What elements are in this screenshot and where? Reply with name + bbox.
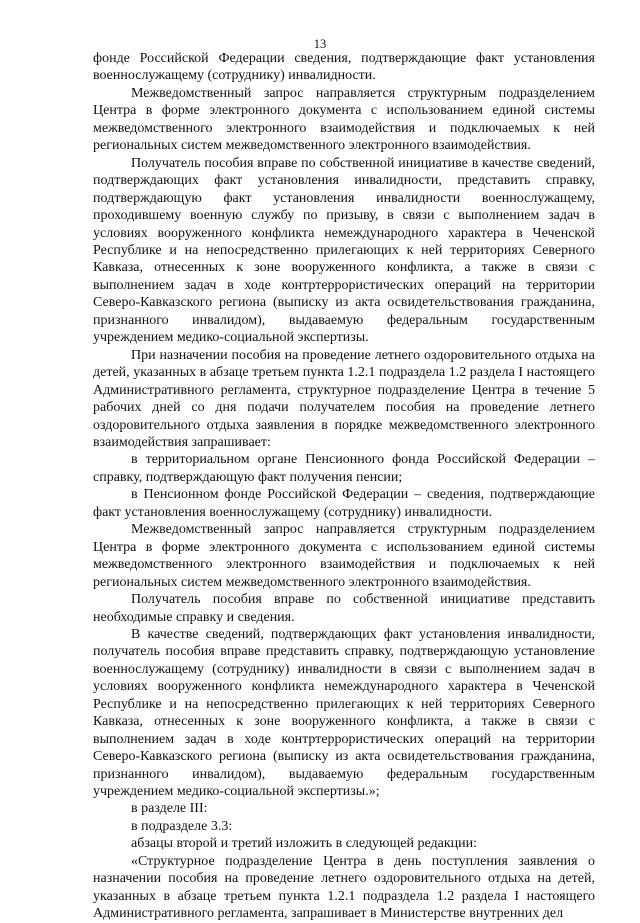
paragraph: Получатель пособия вправе по собственной инициативе представить необходимые справку и сведения. xyxy=(93,592,595,625)
document-body xyxy=(93,50,595,923)
paragraph: В качестве сведений, подтверждающих факт установления инвалидности, получатель пособия вправе представить справку, подтверждающую установление военнослужащему (сотруднику) инвалидности в связи с выполнением задач в условиях вооруженного конфликта немеждународного характера в Чеченской Республике и на непосредственно прилегающих к ней территориях Северного Кавказа, отнесенных к зоне вооруженного конфликта, а также в связи с выполнением задач в ходе контртеррористических операций на территории Северо-Кавказского региона (выписку из акта освидетельствования гражданина, признанного инвалидом), выдаваемую федеральным государственным учреждением медико-социальной экспертизы.»; xyxy=(93,626,595,800)
page-number: 13 xyxy=(313,37,327,51)
paragraph: в подразделе 3.3: xyxy=(131,818,233,834)
paragraph: в территориальном органе Пенсионного фонда Российской Федерации – справку, подтверждающую факт получения пенсии; xyxy=(93,452,595,485)
paragraph: «Структурное подразделение Центра в день поступления заявления о назначении пособия на проведение летнего оздоровительного отдыха на детей, указанных в абзаце третьем пункта 1.2.1 подраздела 1.2 раздела I настоящего Административного регламента, запрашивает в Министерстве внутренних дел xyxy=(93,853,595,922)
paragraph: При назначении пособия на проведение летнего оздоровительного отдыха на детей, указанных в абзаце третьем пункта 1.2.1 подраздела 1.2 раздела I настоящего Административного регламента, структурное подразделение Центра в течение 5 рабочих дней со дня подачи получателем пособия на проведение летнего оздоровительного отдыха заявления в порядке межведомственного электронного взаимодействия запрашивает: xyxy=(93,347,595,450)
paragraph: Получатель пособия вправе по собственной инициативе в качестве сведений, подтверждающих факт установления инвалидности, представить справку, подтверждающую факт установления инвалидности военнослужащему, проходившему военную службу по призыву, в связи с выполнением задач в условиях вооруженного конфликта немеждународного характера в Чеченской Республике и на непосредственно прилегающих к ней территориях Северного Кавказа, отнесенных к зоне вооруженного конфликта, а также в связи с выполнением задач в ходе контртеррористических операций на территории Северо-Кавказского региона (выписку из акта освидетельствования гражданина, признанного инвалидом), выдаваемую федеральным государственным учреждением медико-социальной экспертизы. xyxy=(93,155,595,346)
paragraph: в разделе III: xyxy=(131,801,208,817)
paragraph: абзацы второй и третий изложить в следующей редакции: xyxy=(131,836,478,852)
paragraph: Межведомственный запрос направляется структурным подразделением Центра в форме электронного документа с использованием единой системы межведомственного электронного взаимодействия и подключаемых к ней региональных систем межведомственного электронного взаимодействия. xyxy=(93,522,595,590)
paragraph: фонде Российской Федерации сведения, подтверждающие факт установления военнослужащему (сотруднику) инвалидности. xyxy=(93,51,595,84)
paragraph: Межведомственный запрос направляется структурным подразделением Центра в форме электронного документа с использованием единой системы межведомственного электронного взаимодействия и подключаемых к ней региональных систем межведомственного электронного взаимодействия. xyxy=(93,85,595,154)
paragraph: в Пенсионном фонде Российской Федерации – сведения, подтверждающие факт установления военнослужащему (сотруднику) инвалидности. xyxy=(93,487,595,520)
